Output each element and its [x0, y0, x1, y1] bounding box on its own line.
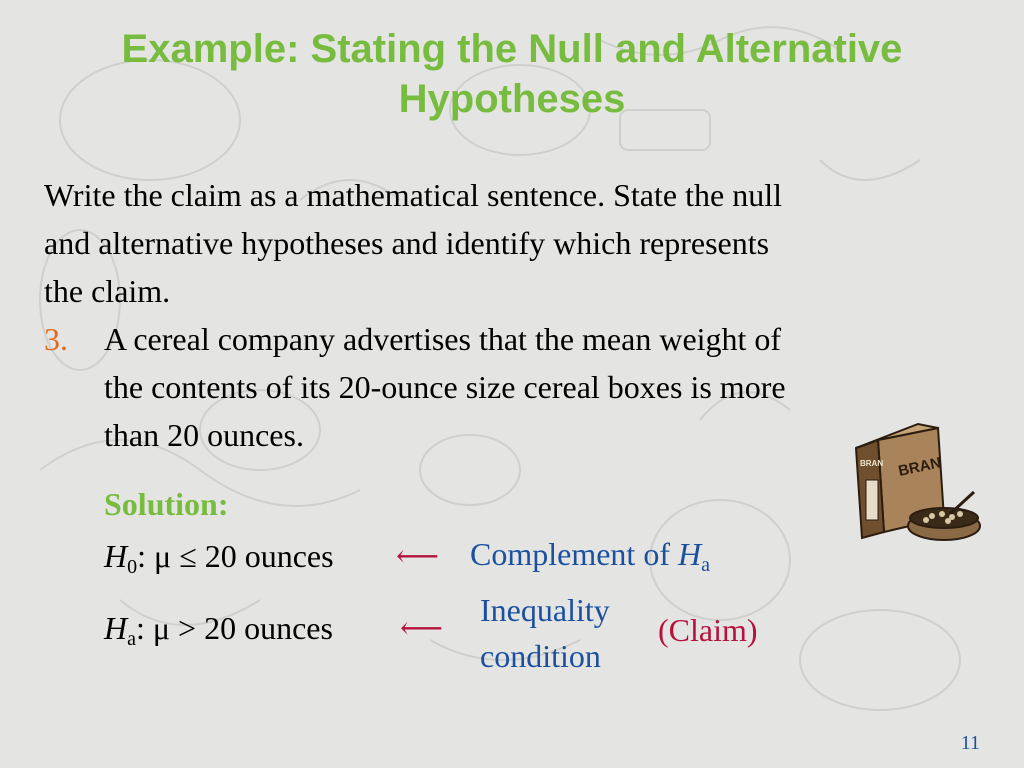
page-number: 11 — [960, 732, 980, 754]
null-hypothesis — [104, 536, 334, 576]
alternative-hypothesis-subscript: a — [127, 628, 136, 650]
instructions-line-3: the claim. — [44, 273, 171, 309]
alternative-hypothesis — [104, 608, 333, 648]
slide-title-line-1: Example: Stating the Null and Alternative — [121, 27, 903, 71]
complement-note-subscript: a — [701, 554, 710, 576]
slide-title-line-2: Hypotheses — [398, 77, 626, 121]
cereal-box-front-label: BRAN — [896, 454, 943, 480]
cereal-box-illustration — [826, 422, 986, 552]
null-hypothesis-symbol: H — [104, 538, 128, 574]
item-number: 3. — [44, 321, 68, 357]
instructions-line-1: Write the claim as a mathematical sentence. State the null — [44, 177, 782, 213]
null-hypothesis-subscript: 0 — [127, 556, 138, 578]
claim-label: (Claim) — [658, 612, 758, 648]
alternative-hypothesis-symbol: H — [104, 610, 128, 646]
instructions-line-2: and alternative hypotheses and identify which represents — [44, 225, 770, 261]
slide-title — [0, 24, 1024, 124]
complement-note — [470, 534, 710, 574]
null-hypothesis-statement: : μ ≤ 20 ounces — [137, 538, 334, 574]
left-arrow-icon: ⟵ — [400, 612, 444, 645]
left-arrow-icon: ⟵ — [396, 540, 440, 573]
problem-line-3: than 20 ounces. — [104, 417, 304, 453]
complement-note-symbol: H — [677, 536, 702, 572]
problem-line-2: the contents of its 20-ounce size cereal boxes is more — [104, 369, 786, 405]
complement-note-text: Complement of — [470, 536, 678, 572]
inequality-note-line-2: condition — [480, 638, 601, 674]
cereal-box-side-label: BRAN — [860, 459, 884, 468]
instructions-text — [44, 171, 984, 315]
inequality-note-line-1: Inequality — [480, 592, 610, 628]
problem-line-1: A cereal company advertises that the mean weight of — [104, 321, 782, 357]
solution-label: Solution: — [104, 486, 229, 522]
alternative-hypothesis-statement: : μ > 20 ounces — [136, 610, 333, 646]
